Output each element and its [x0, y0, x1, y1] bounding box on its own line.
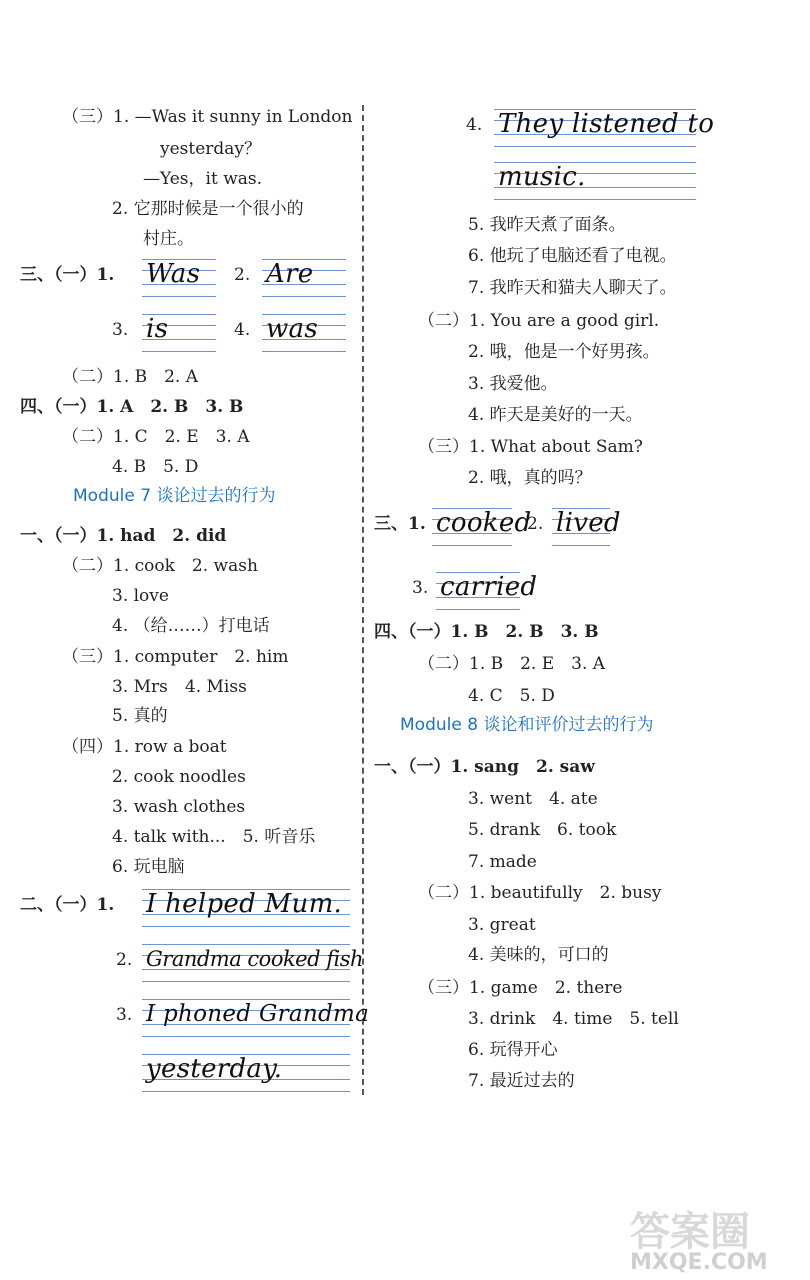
answer-line: （二）1. C 2. E 3. A — [62, 427, 250, 447]
answer-line: 4. B 5. D — [112, 457, 199, 477]
module-heading: Module 8 谈论和评价过去的行为 — [400, 715, 654, 735]
question-number: 2. — [116, 950, 133, 970]
handwriting-text: I helped Mum. — [146, 889, 343, 919]
answer-line: yesterday？ — [160, 139, 262, 159]
answer-line: 2. 哦，他是一个好男孩。 — [468, 342, 660, 362]
handwriting-answer — [436, 568, 538, 612]
answer-line: 3. went 4. ate — [468, 789, 598, 809]
handwriting-text: I phoned Grandma — [146, 1001, 370, 1027]
answer-line: 四、（一）1. A 2. B 3. B — [20, 397, 244, 417]
answer-line: —Yes，it was. — [143, 169, 263, 189]
question-number: 4. — [234, 320, 251, 340]
answer-line: 4. 昨天是美好的一天。 — [468, 405, 643, 425]
answer-line: （二）1. You are a good girl. — [418, 311, 660, 331]
answer-line: 四、（一）1. B 2. B 3. B — [374, 622, 599, 642]
answer-line: 2. 哦，真的吗？ — [468, 468, 592, 488]
answer-line: 5. 我昨天煮了面条。 — [468, 215, 626, 235]
handwriting-answer — [262, 310, 346, 354]
answer-line: 4. C 5. D — [468, 686, 555, 706]
handwriting-answer — [142, 940, 364, 984]
answer-line: 6. 他玩了电脑还看了电视。 — [468, 246, 677, 266]
answer-line: 4. （给……）打电话 — [112, 616, 270, 636]
handwriting-answer — [494, 158, 696, 202]
answer-line: （三）1. computer 2. him — [62, 647, 289, 667]
answer-line: （三）1. game 2. there — [418, 978, 623, 998]
section-label: 二、（一）1. — [20, 895, 115, 915]
handwriting-text: music. — [498, 162, 586, 192]
answer-line: （三）1. —Was it sunny in London — [62, 107, 353, 127]
answer-line: 7. made — [468, 852, 537, 872]
answer-line: 4. talk with... 5. 听音乐 — [112, 827, 316, 847]
handwriting-text: Was — [146, 259, 201, 289]
answer-line: 4. 美味的，可口的 — [468, 945, 609, 965]
watermark-logo: 答案圈 — [630, 1209, 750, 1255]
section-label: 三、（一）1. — [20, 265, 115, 285]
handwriting-text: They listened to — [498, 109, 715, 139]
handwriting-text: was — [266, 314, 318, 344]
answer-line: （三）1. What about Sam? — [418, 437, 643, 457]
handwriting-answer — [432, 504, 532, 548]
module-heading: Module 7 谈论过去的行为 — [73, 486, 276, 506]
answer-line: （二）1. cook 2. wash — [62, 556, 258, 576]
answer-line: （二）1. B 2. A — [62, 367, 199, 387]
question-number: 3. — [116, 1005, 133, 1025]
answer-line: 7. 最近过去的 — [468, 1071, 575, 1091]
handwriting-text: yesterday. — [146, 1054, 283, 1084]
answer-line: 一、（一）1. sang 2. saw — [374, 757, 595, 777]
question-number: 2. — [527, 514, 544, 534]
section-label: 三、1. — [374, 514, 426, 534]
handwriting-text: cooked — [436, 508, 532, 538]
handwriting-answer — [142, 310, 216, 354]
handwriting-answer — [142, 255, 216, 299]
answer-line: 3. drink 4. time 5. tell — [468, 1009, 679, 1029]
question-number: 3. — [412, 578, 429, 598]
answer-line: （二）1. beautifully 2. busy — [418, 883, 662, 903]
answer-line: （四）1. row a boat — [62, 737, 227, 757]
answer-line: 6. 玩得开心 — [468, 1040, 558, 1060]
answer-line: 一、（一）1. had 2. did — [20, 526, 227, 546]
handwriting-answer — [142, 1050, 350, 1094]
watermark-url: MXQE.COM — [630, 1250, 768, 1275]
answer-line: 3. wash clothes — [112, 797, 246, 817]
question-number: 4. — [466, 115, 483, 135]
answer-line: 6. 玩电脑 — [112, 857, 185, 877]
answer-line: 3. Mrs 4. Miss — [112, 677, 247, 697]
answer-line: 5. drank 6. took — [468, 820, 617, 840]
handwriting-answer — [262, 255, 346, 299]
answer-line: 5. 真的 — [112, 706, 168, 726]
answer-line: 3. great — [468, 915, 536, 935]
handwriting-answer — [142, 995, 370, 1039]
watermark — [630, 1209, 800, 1275]
handwriting-text: carried — [440, 572, 538, 602]
handwriting-text: Are — [266, 259, 314, 289]
answer-line: 2. cook noodles — [112, 767, 246, 787]
question-number: 3. — [112, 320, 129, 340]
answer-line: 村庄。 — [143, 229, 194, 249]
handwriting-answer — [142, 885, 350, 929]
handwriting-text: Grandma cooked fish — [146, 947, 364, 971]
answer-line: 2. 它那时候是一个很小的 — [112, 199, 304, 219]
handwriting-answer — [552, 504, 621, 548]
handwriting-answer — [494, 105, 715, 149]
answer-line: 3. 我爱他。 — [468, 374, 558, 394]
answer-line: （二）1. B 2. E 3. A — [418, 654, 606, 674]
handwriting-text: is — [146, 314, 169, 344]
handwriting-text: lived — [556, 508, 621, 538]
question-number: 2. — [234, 265, 251, 285]
answer-line: 3. love — [112, 586, 169, 606]
answer-line: 7. 我昨天和猫夫人聊天了。 — [468, 278, 677, 298]
